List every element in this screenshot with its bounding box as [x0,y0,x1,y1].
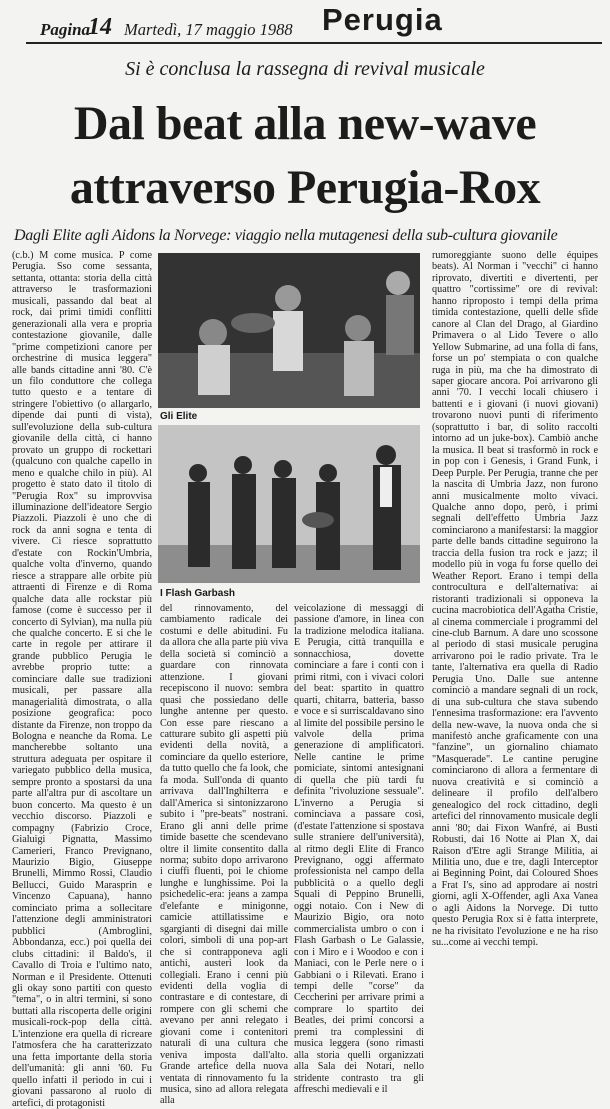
article-column-4 [432,250,598,995]
headline-line-2: attraverso Perugia-Rox [69,161,541,214]
column-text: (c.b.) M come musica. P come Perugia. Sso come sessanta, settanta, ottanta: storia della città attraverso le trasformazioni musicali, passando dal beat al rock, dai primi timidi conflitti generazionali alla vera e propria contestazione giovanile, dalle "prime competizioni canore per orchestrine di musica leggera" alle bands cittadine anni '80. C'è un filo conduttore che collega tutto questo e a tentare di stringere l'obiettivo (o allargarlo, dipende dai punti di vista), sull'evoluzione della sub-cultura giovanile della città, ci hanno provato un gruppo di rockettari (qualcuno con qualche capello in meno e qualche chilo in più). Al progetto è stato dato il titolo di "Perugia Rox" su improvvisa illuminazione dell'ideatore Sergio Piazzoli. Piazzoli è uno che di rock da anni sogna e tenta di vivere. Ci riesce soprattutto d'estate con Rockin'Umbria, qualche volta d'inverno, quando riesce a strappare alle orbite più attraenti di Firenze e di Roma qualche data alle rockstar più famose (come è successo per il concerto di Sylvian), ma nulla più che qualche concerto. E si che le carte in regole per attirare il grande pubblico Perugia le avrebbe proprio tutte: a cominciare dalle sue tradizioni musicali, per passare alla managerialità dimostrata, o alla posizione geografica: poco distante da Firenze, non troppo da Bologna e neanche da Roma. Le mancherebbe soltanto una struttura adeguata per ospitare il variegato pubblico della musica, sempre pronto a spostarsi da una parte all'altra pur di ascoltare un buon concerto. Ma questo è un vecchio discorso. Piazzoli e compagny (Fabrizio Croce, Gialuigi Pignatta, Massimo Camerieri, Franco Prevignano, Maurizio Bigio, Giuseppe Brunelli, Mimmo Rossi, Claudio Bellucci, Guido Marasprin e Vincenzo Capuana), hanno cominciato prima a sollecitare l'attenzione degli amministratori pubblici (Ambroglini, Abbondanza, ecc.) poi quella dei clubs cittadini: il Baldo's, il Cavallo di Troia e l'ultimo nato, Norman e il Presidente. Ottenuti gli okay sono partiti con questo "tema", o in altri termini, si sono buttati alla riscoperta delle origini musicali-rock-pop della città. L'intenzione era quella di ricreare l'atmosfera che ha caratterizzato una fetta importante della storia dell'umanità: gli anni '60. Fu quello infatti il periodo in cui i giovani passarono al ruolo di artefici, di protagonisti [12,250,152,1109]
article-column-1 [12,250,152,1109]
column-text: del rinnovamento, del cambiamento radicale dei costumi e delle abitudini. Fu da allora che alla parte più viva della società si cominciò a guardare con rinnovata attenzione. I giovani recepiscono il nuovo: sembra quasi che possiedano delle lunghe antenne per questo. Con esse pare riescano a catturare subito gli aspetti più evidenti della novità, a cominciare da quello esteriore, da tutto quello che fa look, che fa moda. Sull'onda di quanto arrivava dall'Inghilterra e dall'America si sintonizzarono subito i "pre-beats" nostrani. Erano gli anni delle prime timide basette che scendevano oltre il limite consentito dalla norma; subito dopo arrivarono i ciuffi fluenti, poi le chiome lunghe e lunghissime. Poi la psichedelic-era: jeans a zampa d'elefante e minigonne, camicie attillatissime e sgargianti di disegni dai mille colori, simboli di una pop-art che si contrapponeva agli antichi, austeri look da collegiali. Erano i cenni più evidenti della voglia di contrastare e di contestare, di rompere con gli schemi che avevano per anni relegato i giovani come i contenitori naturali di una cultura che veniva imposta dall'alto. Grande artefice della nuova ventata di rinnovamento fu la musica, sino ad allora relegata alla [160,603,288,1107]
photo-flash-garbash [158,425,420,583]
kicker: Si è conclusa la rassegna di revival musicale [125,58,485,80]
article-column-2 [160,603,288,1107]
page-number: 14 [88,14,112,40]
issue-date: Martedì, 17 maggio 1988 [124,20,293,39]
photo-gli-elite [158,253,420,408]
column-text: veicolazione di messaggi di passione d'amore, in linea con la tradizione melodica italiana. E Perugia, città tranquilla e sonnacchiosa, dovette cominciare a fare i conti con i primi ritmi, con i vivaci colori del beat: spartito in quattro quarti, chitarra, batteria, basso e voce e si surriscaldavano sino al limite del possibile persino le valvole della prima generazione di amplificatori. Nelle cantine le prime pomiciate, sintomi antesignani di quella che più tardi fu definita "rivoluzione sessuale". L'inverno a Perugia si cominciava a passare così, (d'estate l'attenzione si spostava sulle straniere dell'università), al ritmo degli Elite di Franco Prevignano, oggi affermato professionista nel campo della pubblicità o a quello degli Squali di Peppino Brunelli, oggi notaio. Con i New di Maurizio Bigio, ora noto commercialista umbro o con i Flash Garbash o Le Galassie, con i Miro e i Woodoo e con i Maniaci, con le Perle nere o i Gabbiani o i Rilevati. Erano i tempi delle "corse" da Ceccherini per arrivare primi a comprare lo spartito dei Beatles, dei primi concorsi a premi tra complessini di musica leggera (sono rimasti alla storia quelli organizzati alla Sala dei Notari, nello stridente contrasto tra gli affreschi medievali e il [294,603,424,1096]
page-header [0,0,610,48]
band-photo-image [158,253,420,408]
page-label: Pagina [40,20,91,39]
subheadline: Dagli Elite agli Aidons la Norvege: viaggio nella mutagenesi della sub-cultura giovanile [14,227,558,244]
header-rule [26,42,602,44]
photo-caption: Gli Elite [160,411,198,422]
photo-caption: I Flash Garbash [160,588,236,599]
column-text: rumoreggiante suono delle équipes beats). Al Norman i "vecchi" ci hanno riprovato, divertiti e divertenti, per quattro "cortissime" ore di revival: hanno riproposto i tempi della prima timida contestazione, quelli delle sfide canore al Clan del Drago, al Giardino Primavera o al Lido Tevere o allo Yellow Submarine, ad una folla di fans, forse un po' stempiata o con qualche ruga in più, ma che ha dimostrato di saper giocare ancora. Poi arrivarono gli anni '70. I vecchi locali chiusero i battenti e i giovani (i nuovi giovani) trovarono nuovi punti di riferimento (soprattutto i bar, di solito raccolti intorno ad un juke-box). Cambiò anche la musica. Il beat si trasformò in rock e in pop con i Genesis, i Grand Funk, i Deep Purple. Per Perugia, tranne che per la nascita di Umbria Jazz, non furono anni musicalmente molto vivaci. Qualche anno dopo, però, i primi segnali dell'effetto Umbria Jazz cominciarono a manifestarsi: la maggior parte delle bands cittadine seguirono la traccia della fusion tra rock e jazz; il modello più in voga fu forse quello dei Weather Report. Erano i tempi della controcultura e dell'alternativa: ai ristoranti tradizionali si opponeva la cucina macrobiotica dell'Agatha Cristie, al cinema commerciale i programmi del cine-club Barnum. A dare uno scossone al periodo di stasi musicale perugina arrivarono poi le radio private. Tra le tante, l'alternativa era quella di Radio Perugia Uno. Dalle sue antenne cominciò a mandare segnali di un rock, di una sub-cultura che stava subendo l'ennesima trasformazione: era l'avvento della new-wave, la nuova onda che si manifestò anche graficamente con una "fanzine", un giornalino chiamato "Masquerade". Le cantine perugine cominciarono di allora a fermentare di nuova creatività e si cominciò a delineare il profilo dell'albero genealogico del rock cittadino, degli artefici del rinnovamento musicale degli anni '80; dai Fixon Wanfré, ai Busti Robusti, dai 16 Notte ai Plan X, dai Raison d'Etre agli Strange Militia, ai Militia uno, due e tre, dagli Interceptor ai Beginning Point, dai Coloured Shoes a Frat I's, sino ad approdare ai nostri giorni, agli X-Offender, agli Axa Vanea o agli Aidons la Norvege. Di tutto questo Perugia Rox si è fatta interprete, ne ha rivisitato l'evoluzione e ne ha riso su...come ai vecchi tempi. [432,250,598,949]
headline-line-1: Dal beat alla new-wave [73,97,537,150]
section-title: Perugia [322,2,443,37]
band-photo-image [158,425,420,583]
article-column-3 [294,603,424,1096]
